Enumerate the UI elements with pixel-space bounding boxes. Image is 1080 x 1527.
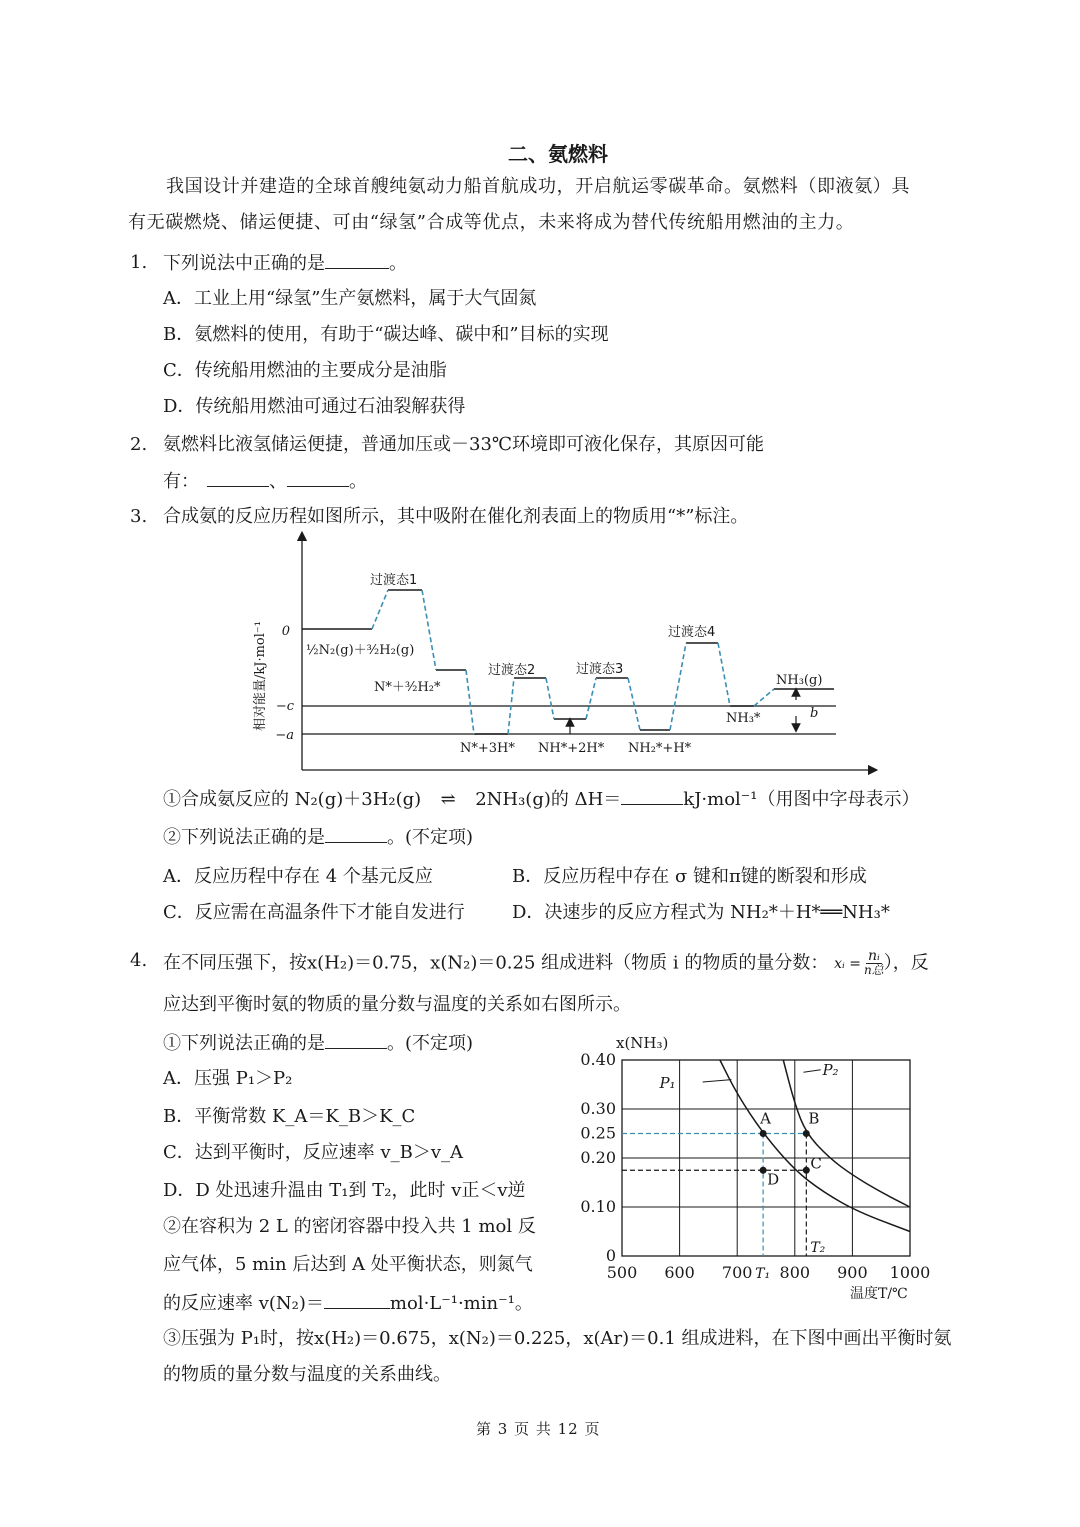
q4-sub2-line-1: ②在容积为 2 L 的密闭容器中投入共 1 mol 反	[163, 1216, 536, 1237]
nh3-star-label: NH₃*	[726, 711, 761, 726]
q4-option-d: D．D 处迅速升温由 T₁到 T₂，此时 v正＜v逆	[163, 1180, 526, 1201]
q4-number: 4.	[130, 950, 148, 971]
b-label: b	[810, 706, 819, 721]
x-tick-label: 600	[664, 1263, 695, 1282]
q4-sub3-line-2: 的物质的量分数与温度的关系曲线。	[163, 1364, 451, 1385]
x-tick-label: 1000	[889, 1263, 931, 1282]
q4-sub1: ①下列说法正确的是 。(不定项)	[163, 1033, 474, 1054]
x-tick-label: 900	[837, 1263, 868, 1282]
n-star-label: N*＋³⁄₂H₂*	[374, 680, 441, 695]
equilibrium-chart	[560, 1030, 940, 1305]
tick-minus-a: −a	[275, 728, 294, 743]
answer-blank[interactable]	[325, 1032, 387, 1049]
y-tick-label: 0.10	[580, 1197, 616, 1216]
temp-marker-2: T₂	[810, 1240, 826, 1256]
ts3-label: 过渡态3	[576, 662, 624, 677]
q2-line-2: 有： 、 。	[163, 471, 367, 492]
tick-zero: 0	[281, 624, 290, 639]
ts4-label: 过渡态4	[668, 625, 716, 640]
point-label-C: C	[810, 1154, 822, 1173]
start-label: ½N₂(g)＋³⁄₂H₂(g)	[306, 643, 415, 658]
q1-option-c: C．传统船用燃油的主要成分是油脂	[163, 360, 447, 381]
intro-line-1: 我国设计并建造的全球首艘纯氨动力船首航成功，开启航运零碳革命。氨燃料（即液氨）具	[166, 176, 910, 197]
q1-option-d: D．传统船用燃油可通过石油裂解获得	[163, 396, 466, 417]
point-C	[803, 1167, 810, 1174]
energy-profile-diagram	[240, 528, 880, 778]
q3-option-a: A．反应历程中存在 4 个基元反应	[163, 866, 433, 887]
x-tick-label: 800	[779, 1263, 811, 1282]
q3-option-b: B．反应历程中存在 σ 键和π键的断裂和形成	[512, 866, 867, 887]
intro-line-2: 有无碳燃烧、储运便捷、可由“绿氢”合成等优点，未来将成为替代传统船用燃油的主力。	[128, 212, 855, 233]
q3-number: 3.	[130, 506, 148, 527]
nh-2h-label: NH*+2H*	[538, 741, 605, 756]
answer-blank[interactable]	[325, 826, 387, 843]
point-A	[760, 1130, 767, 1137]
q4-option-a: A．压强 P₁＞P₂	[163, 1068, 293, 1089]
series-curve-1	[720, 1060, 910, 1232]
q2-line-1: 氨燃料比液氢储运便捷，普通加压或－33℃环境即可液化保存，其原因可能	[163, 434, 765, 455]
y-tick-label: 0.40	[580, 1050, 616, 1069]
q3-option-c: C．反应需在高温条件下才能自发进行	[163, 902, 465, 923]
q4-sub2-line-3: 的反应速率 v(N₂)＝ mol·L⁻¹·min⁻¹。	[163, 1293, 533, 1314]
q4-line-1: 在不同压强下，按x(H₂)＝0.75，x(N₂)＝0.25 组成进料（物质 i 的物质的量分数： xᵢ = nᵢ n总 ），反	[163, 948, 929, 977]
connector-7	[628, 678, 640, 730]
temp-marker-1: T₁	[755, 1266, 771, 1282]
chart-x-label: 温度T/℃	[850, 1286, 908, 1302]
ts2-label: 过渡态2	[488, 663, 536, 678]
y-tick-label: 0.25	[580, 1123, 616, 1143]
page-footer: 第 3 页 共 12 页	[476, 1420, 601, 1438]
x-tick-label: 500	[606, 1263, 638, 1282]
answer-blank[interactable]	[287, 470, 349, 487]
point-B	[803, 1130, 810, 1137]
connector-5	[546, 678, 554, 719]
mole-fraction-formula: xᵢ = nᵢ n总	[834, 948, 884, 977]
chart-y-label: x(NH₃)	[616, 1034, 669, 1052]
point-label-B: B	[808, 1109, 820, 1128]
q3-option-d: D．决速步的反应方程式为 NH₂*＋H*══NH₃*	[512, 902, 890, 923]
x-tick-label: 700	[721, 1263, 753, 1282]
connector-2	[422, 590, 436, 670]
y-tick-label: 0	[605, 1246, 616, 1265]
q1-option-b: B．氨燃料的使用，有助于“碳达峰、碳中和”目标的实现	[163, 324, 609, 345]
q4-sub3-line-1: ③压强为 P₁时，按x(H₂)＝0.675，x(N₂)＝0.225，x(Ar)＝0.1 组成进料，在下图中画出平衡时氨	[163, 1328, 952, 1349]
connector-8	[670, 643, 686, 730]
y-tick-label: 0.30	[580, 1099, 616, 1118]
connector-6	[586, 678, 596, 719]
q2-number: 2.	[130, 434, 148, 455]
nh2-h-label: NH₂*+H*	[628, 741, 692, 756]
connector-3	[466, 670, 474, 734]
q1-option-a: A．工业上用“绿氢”生产氨燃料，属于大气固氮	[163, 288, 537, 309]
connector-9	[718, 643, 730, 706]
y-tick-label: 0.20	[580, 1148, 616, 1167]
y-axis-label: 相对能量/kJ·mol⁻¹	[253, 621, 268, 731]
answer-blank[interactable]	[324, 1292, 390, 1309]
q3-stem: 合成氨的反应历程如图所示，其中吸附在催化剂表面上的物质用“*”标注。	[163, 506, 749, 527]
connector-10	[754, 689, 774, 706]
q4-option-b: B．平衡常数 K_A＝K_B＞K_C	[163, 1106, 416, 1127]
p1-leader	[703, 1080, 732, 1082]
nh3-gas-label: NH₃(g)	[776, 673, 823, 688]
connector-1	[372, 590, 388, 629]
point-D	[760, 1167, 767, 1174]
answer-blank[interactable]	[325, 252, 389, 269]
point-label-A: A	[760, 1109, 771, 1128]
equilibrium-arrow-icon: ⇌	[440, 789, 456, 810]
series-label-p1: P₁	[659, 1074, 676, 1093]
q3-sub2: ②下列说法正确的是 。(不定项)	[163, 827, 474, 848]
q3-sub1: ①合成氨反应的 N₂(g)＋3H₂(g) ⇌ 2NH₃(g)的 ΔH＝ kJ·mol⁻¹（用图中字母表示）	[163, 789, 920, 810]
series-label-p2: P₂	[822, 1060, 839, 1079]
p2-leader	[803, 1070, 820, 1072]
n-3h-label: N*+3H*	[460, 741, 515, 756]
tick-minus-c: −c	[275, 699, 294, 714]
answer-blank[interactable]	[207, 470, 269, 487]
q4-line-2: 应达到平衡时氨的物质的量分数与温度的关系如右图所示。	[163, 994, 631, 1015]
q4-sub2-line-2: 应气体，5 min 后达到 A 处平衡状态，则氮气	[163, 1254, 533, 1275]
ts1-label: 过渡态1	[370, 573, 418, 588]
point-label-D: D	[767, 1170, 780, 1189]
answer-blank[interactable]	[621, 788, 683, 805]
q1-stem: 下列说法中正确的是 。	[163, 253, 407, 274]
q1-number: 1.	[130, 252, 148, 273]
section-title: 二、氨燃料	[508, 142, 608, 166]
q4-option-c: C．达到平衡时，反应速率 v_B＞v_A	[163, 1142, 464, 1163]
